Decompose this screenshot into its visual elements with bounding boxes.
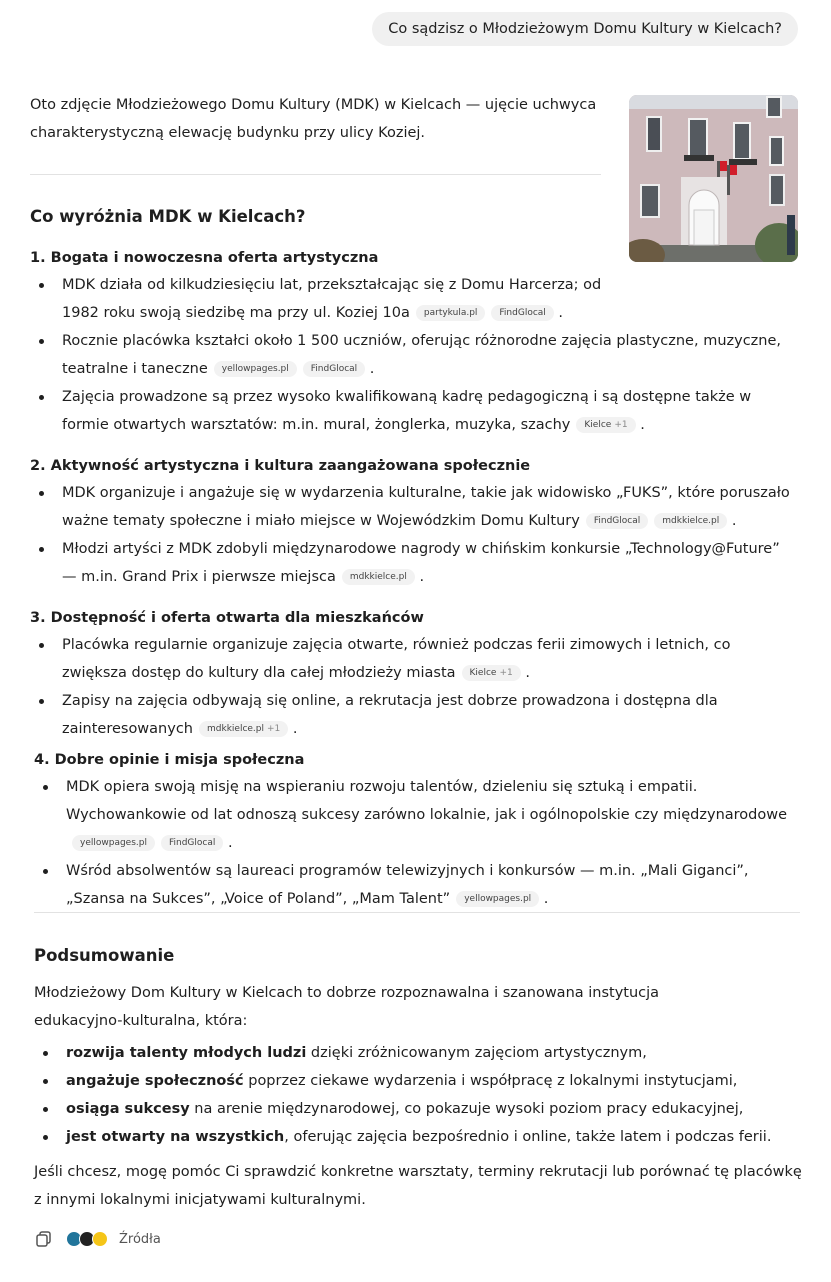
- mdk-building-photo[interactable]: [629, 95, 798, 262]
- user-message-bubble: Co sądzisz o Młodzieżowym Domu Kultury w Kielcach?: [372, 12, 798, 46]
- source-chip[interactable]: yellowpages.pl: [72, 835, 155, 851]
- list-item: Zajęcia prowadzone są przez wysoko kwalifikowaną kadrę pedagogiczną i są dostępne także w formie otwartych warsztatów: m.in. mural, żonglerka, muzyka, szachy Kielce +1 .: [30, 383, 790, 439]
- section-4-title: 4. Dobre opinie i misja społeczna: [34, 752, 305, 768]
- list-item: jest otwarty na wszystkich, oferując zajęcia bezpośrednio i online, także latem i podczas ferii.: [34, 1123, 794, 1151]
- list-item: MDK organizuje i angażuje się w wydarzenia kulturalne, takie jak widowisko „FUKS”, które poruszało ważne tematy społeczne i miało miejsce w Wojewódzkim Domu Kultury FindGlocal mdkkielce.pl .: [30, 479, 795, 535]
- summary-title: Podsumowanie: [34, 946, 175, 965]
- list-item: Zapisy na zajęcia odbywają się online, a rekrutacja jest dobrze prowadzona i dostępna dla zainteresowanych mdkkielce.pl +1 .: [30, 687, 790, 743]
- section-1-list: [30, 271, 790, 439]
- source-chip[interactable]: partykula.pl: [416, 305, 486, 321]
- list-item: rozwija talenty młodych ludzi dzięki zróżnicowanym zajęciom artystycznym,: [34, 1039, 794, 1067]
- building-image: [629, 95, 798, 262]
- summary-list: [34, 1039, 794, 1151]
- section-3-list: [30, 631, 790, 743]
- section-2-list: [30, 479, 795, 591]
- source-chip[interactable]: Kielce +1: [576, 417, 635, 433]
- divider: [34, 912, 800, 913]
- list-item: osiąga sukcesy na arenie międzynarodowej, co pokazuje wysoki poziom pracy edukacyjnej,: [34, 1095, 794, 1123]
- section-2-title: 2. Aktywność artystyczna i kultura zaangażowana społecznie: [30, 458, 531, 474]
- list-item: MDK działa od kilkudziesięciu lat, przekształcając się z Domu Harcerza; od 1982 roku swoją siedzibę ma przy ul. Koziej 10a partykula.pl FindGlocal .: [30, 271, 622, 327]
- divider: [30, 174, 601, 175]
- list-item: Młodzi artyści z MDK zdobyli międzynarodowe nagrody w chińskim konkursie „Technology@Future” — m.in. Grand Prix i pierwsze miejsca mdkkielce.pl .: [30, 535, 795, 591]
- section-heading: Co wyróżnia MDK w Kielcach?: [30, 207, 306, 226]
- source-chip[interactable]: FindGlocal: [161, 835, 223, 851]
- source-chip[interactable]: yellowpages.pl: [456, 891, 539, 907]
- list-item: Placówka regularnie organizuje zajęcia otwarte, również podczas ferii zimowych i letnich, co zwiększa dostęp do kultury dla całej młodzieży miasta Kielce +1 .: [30, 631, 790, 687]
- source-icons[interactable]: [66, 1231, 105, 1247]
- source-chip[interactable]: FindGlocal: [586, 513, 648, 529]
- yellowpages-icon: [92, 1231, 108, 1247]
- list-item: Rocznie placówka kształci około 1 500 uczniów, oferując różnorodne zajęcia plastyczne, muzyczne, teatralne i taneczne yellowpages.pl FindGlocal .: [30, 327, 790, 383]
- copy-icon[interactable]: [34, 1229, 54, 1249]
- sources-button[interactable]: Źródła: [119, 1231, 161, 1247]
- closing-text: Jeśli chcesz, mogę pomóc Ci sprawdzić konkretne warsztaty, terminy rekrutacji lub porównać tę placówkę z innymi lokalnymi inicjatywami kulturalnymi.: [34, 1164, 802, 1208]
- source-chip[interactable]: FindGlocal: [491, 305, 553, 321]
- list-item: MDK opiera swoją misję na wspieraniu rozwoju talentów, dzieleniu się sztuką i empatii. Wychowankowie od lat odnoszą sukcesy zarówno lokalnie, jak i ogólnopolskie czy międzynarodoweyellowpages.pl FindGlocal .: [34, 773, 799, 857]
- source-chip[interactable]: mdkkielce.pl: [654, 513, 727, 529]
- section-4-list: [34, 773, 799, 913]
- section-1-title: 1. Bogata i nowoczesna oferta artystyczna: [30, 250, 379, 266]
- intro-text: Oto zdjęcie Młodzieżowego Domu Kultury (MDK) w Kielcach — ujęcie uchwyca charakterystyczną elewację budynku przy ulicy Koziej.: [30, 97, 597, 141]
- source-chip[interactable]: FindGlocal: [303, 361, 365, 377]
- summary-intro: Młodzieżowy Dom Kultury w Kielcach to dobrze rozpoznawalna i szanowana instytucja edukacyjno-kulturalna, która:: [34, 985, 660, 1029]
- source-chip[interactable]: mdkkielce.pl: [342, 569, 415, 585]
- list-item: Wśród absolwentów są laureaci programów telewizyjnych i konkursów — m.in. „Mali Giganci”, „Szansa na Sukces”, „Voice of Poland”, „Mam Talent” yellowpages.pl .: [34, 857, 799, 913]
- section-3-title: 3. Dostępność i oferta otwarta dla mieszkańców: [30, 610, 424, 626]
- message-footer: [34, 1228, 161, 1250]
- source-chip[interactable]: yellowpages.pl: [214, 361, 297, 377]
- source-chip[interactable]: Kielce +1: [462, 665, 521, 681]
- list-item: angażuje społeczność poprzez ciekawe wydarzenia i współpracę z lokalnymi instytucjami,: [34, 1067, 794, 1095]
- source-chip[interactable]: mdkkielce.pl +1: [199, 721, 288, 737]
